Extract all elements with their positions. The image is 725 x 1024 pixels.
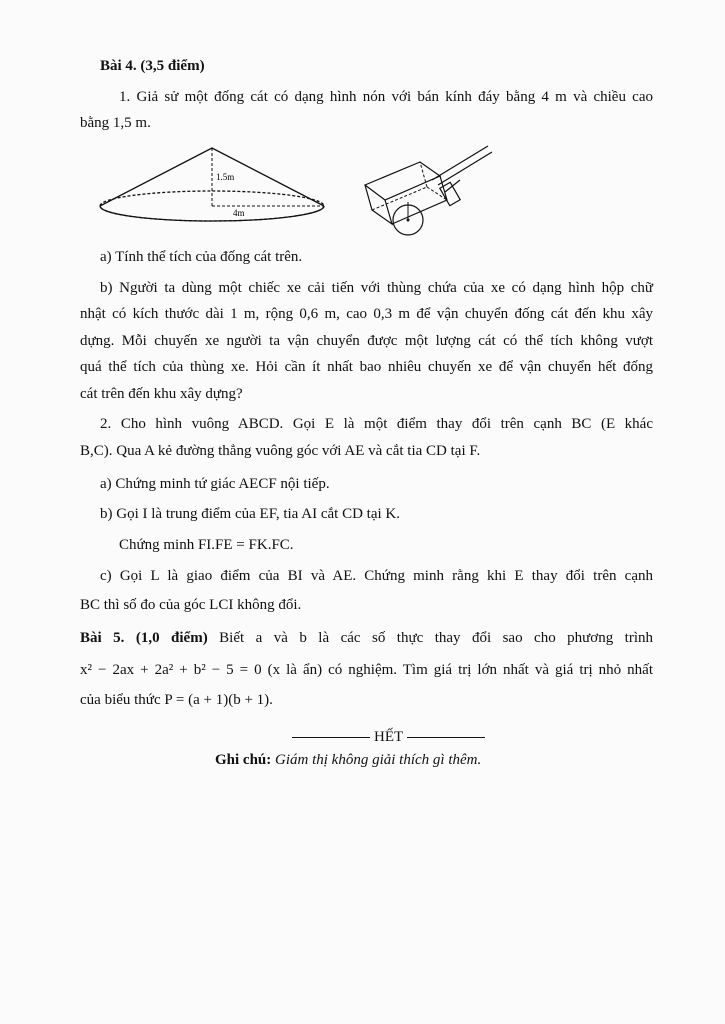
- bai4-part-b-line1: b) Người ta dùng một chiếc xe cải tiến với thùng chứa của xe có dạng hình hộp chữ: [100, 280, 653, 296]
- bai5-title: Bài 5. (1,0 điểm): [80, 630, 208, 646]
- bai4-p2-line1: 2. Cho hình vuông ABCD. Gọi E là một điểm thay đổi trên cạnh BC (E khác: [100, 416, 653, 432]
- bai5-line2: x² − 2ax + 2a² + b² − 5 = 0 (x là ẩn) có nghiệm. Tìm giá trị lớn nhất và giá trị nhỏ nhất: [80, 662, 653, 678]
- bai4-part-a: a) Tính thể tích của đống cát trên.: [100, 249, 303, 265]
- cone-height-label: 1.5m: [216, 172, 235, 182]
- bai5-line1: [80, 628, 653, 648]
- wheelbarrow-figure: [360, 140, 495, 240]
- end-text: HẾT: [374, 729, 404, 745]
- bai4-part-b-line5: cát trên đến khu xây dựng?: [80, 386, 243, 402]
- footnote-text: Giám thị không giải thích gì thêm.: [275, 752, 482, 768]
- bai4-p1-line1: 1. Giả sử một đống cát có dạng hình nón với bán kính đáy bằng 4 m và chiều cao: [119, 89, 653, 105]
- bai4-p1-line2: bằng 1,5 m.: [80, 115, 151, 131]
- end-rule-right: [407, 737, 485, 738]
- bai5-line3: của biểu thức P = (a + 1)(b + 1).: [80, 692, 273, 708]
- footnote-label: Ghi chú:: [215, 752, 272, 768]
- bai4-p2-part-b-prove: Chứng minh FI.FE = FK.FC.: [119, 537, 294, 553]
- footnote: [215, 750, 481, 770]
- end-marker: [288, 727, 489, 747]
- bai4-title: Bài 4. (3,5 điểm): [100, 58, 205, 74]
- end-rule-left: [292, 737, 370, 738]
- bai4-p2-part-c-line1: c) Gọi L là giao điểm của BI và AE. Chứng minh rằng khi E thay đổi trên cạnh: [100, 568, 653, 584]
- bai4-part-b-line2: nhật có kích thước dài 1 m, rộng 0,6 m, cao 0,3 m để vận chuyển đống cát đến khu xây: [80, 306, 653, 322]
- cone-radius-label: 4m: [233, 208, 245, 218]
- bai4-part-b-line3: dựng. Mỗi chuyến xe người ta vận chuyển được một lượng cát có thể tích không vượt: [80, 333, 653, 349]
- bai4-p2-part-b: b) Gọi I là trung điểm của EF, tia AI cắt CD tại K.: [100, 506, 400, 522]
- bai4-p2-line2: B,C). Qua A kẻ đường thẳng vuông góc với AE và cắt tia CD tại F.: [80, 443, 481, 459]
- bai4-p2-part-a: a) Chứng minh tứ giác AECF nội tiếp.: [100, 476, 330, 492]
- cone-figure: [95, 140, 330, 232]
- bai4-part-b-line4: quá thể tích của thùng xe. Hỏi cần ít nhất bao nhiêu chuyến xe để vận chuyển hết đống: [80, 359, 653, 375]
- bai4-p2-part-c-line2: BC thì số đo của góc LCI không đổi.: [80, 597, 302, 613]
- bai5-line1-text: Biết a và b là các số thực thay đổi sao cho phương trình: [219, 630, 654, 646]
